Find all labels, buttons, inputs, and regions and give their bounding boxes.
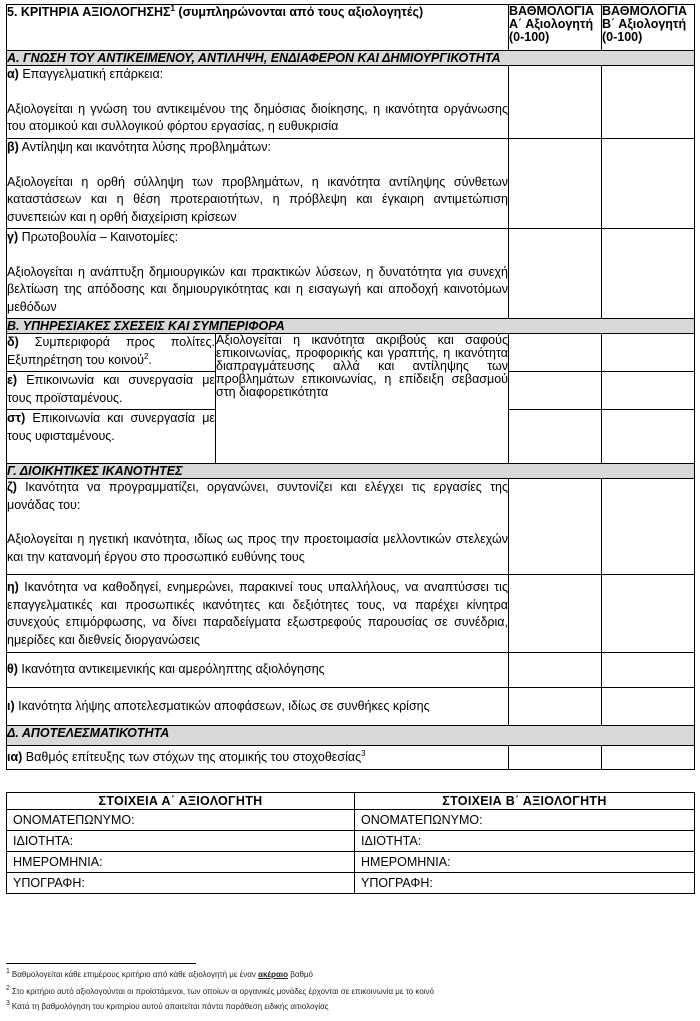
score-a-field-th[interactable] xyxy=(509,653,602,688)
score-b-header: ΒΑΘΜΟΛΟΓΙΑ Β΄ Αξιολογητή (0-100) xyxy=(602,5,695,51)
score-b-field-th[interactable] xyxy=(602,653,695,688)
criterion-g: γ) Πρωτοβουλία – Καινοτομίες: Αξιολογείται η ανάπτυξη δημιουργικών και πρακτικών λύσεων, η δυνατότητα για συνεχή βελτίωση της απόδοσης και δημιουργικότητας και η εισαγωγή και αποδοχή καινοτόμων μεθόδων xyxy=(7,229,509,319)
section-c-heading: Γ. ΔΙΟΙΚΗΤΙΚΕΣ ΙΚΑΝΟΤΗΤΕΣ xyxy=(7,464,695,479)
score-b-field-g[interactable] xyxy=(602,229,695,319)
score-a-field-b[interactable] xyxy=(509,139,602,229)
score-b-field-e[interactable] xyxy=(602,372,695,410)
evaluator-b-capacity-field[interactable]: ΙΔΙΟΤΗΤΑ: xyxy=(355,831,695,852)
criteria-header: 5. ΚΡΙΤΗΡΙΑ ΑΞΙΟΛΟΓΗΣΗΣ$^1$ (συμπληρώνονται από τους αξιολογητές) xyxy=(7,5,509,51)
evaluator-a-name-field[interactable]: ΟΝΟΜΑΤΕΠΩΝΥΜΟ: xyxy=(7,810,355,831)
score-a-field-a[interactable] xyxy=(509,66,602,139)
evaluator-b-date-field[interactable]: ΗΜΕΡΟΜΗΝΙΑ: xyxy=(355,852,695,873)
score-b-field-d[interactable] xyxy=(602,334,695,372)
criteria-title-suffix: (συμπληρώνονται από τους αξιολογητές) xyxy=(174,5,424,19)
score-a-field-h[interactable] xyxy=(509,575,602,653)
criterion-d: δ) Συμπεριφορά προς πολίτες. Εξυπηρέτηση του κοινού$^2$. xyxy=(7,334,216,372)
score-b-field-i[interactable] xyxy=(602,688,695,726)
criterion-z: ζ) Ικανότητα να προγραμματίζει, οργανώνει, συντονίζει και ελέγχει τις εργασίες της μονάδας του: Αξιολογείται η ηγετική ικανότητα, ιδίως ως προς την προετοιμασία μελλοντικών στελεχών και την κατανομή έργου στο προσωπικό ευθύνης τους xyxy=(7,479,509,575)
score-b-field-z[interactable] xyxy=(602,479,695,575)
footnote-divider xyxy=(6,963,196,964)
score-a-field-d[interactable] xyxy=(509,334,602,372)
evaluator-b-name-field[interactable]: ΟΝΟΜΑΤΕΠΩΝΥΜΟ: xyxy=(355,810,695,831)
score-a-field-g[interactable] xyxy=(509,229,602,319)
footnote-2: 2 Στο κριτήριο αυτό αξιολογούνται οι προϊστάμενοι, των οποίων οι οργανικές μονάδες έρχονται σε επικοινωνία με το κοινό xyxy=(6,985,435,996)
section-a-heading: Α. ΓΝΩΣΗ ΤΟΥ ΑΝΤΙΚΕΙΜΕΝΟΥ, ΑΝΤΙΛΗΨΗ, ΕΝΔΙΑΦΕΡΟΝ ΚΑΙ ΔΗΜΙΟΥΡΓΙΚΟΤΗΤΑ xyxy=(7,51,695,66)
criterion-h: η) Ικανότητα να καθοδηγεί, ενημερώνει, παρακινεί τους υπαλλήλους, να αναπτύσσει τις επαγγελματικές και προσωπικές ικανότητες και δεξιότητες τους, να παρέχει κίνητρα συνεχούς επιμόρφωσης, να δίνει παραδείγματα εξωστρεφούς παρουσίας σε συνέδρια, ημερίδες και διεθνείς διοργανώσεις xyxy=(7,575,509,653)
criterion-a: α) Επαγγελματική επάρκεια: Αξιολογείται η γνώση του αντικειμένου της δημόσιας διοίκησης, η ικανότητα οργάνωσης του ατομικού και συλλογικού φόρτου εργασίας, η ευθυκρισία xyxy=(7,66,509,139)
evaluator-a-capacity-field[interactable]: ΙΔΙΟΤΗΤΑ: xyxy=(7,831,355,852)
section-d-heading: Δ. ΑΠΟΤΕΛΕΣΜΑΤΙΚΟΤΗΤΑ xyxy=(7,726,695,746)
evaluator-a-date-field[interactable]: ΗΜΕΡΟΜΗΝΙΑ: xyxy=(7,852,355,873)
footnote-1: 1 Βαθμολογείται κάθε επιμέρους κριτήριο από κάθε αξιολογητή με έναν ακέραιο βαθμό xyxy=(6,968,313,979)
score-a-field-ia[interactable] xyxy=(509,746,602,770)
score-a-field-e[interactable] xyxy=(509,372,602,410)
score-a-field-st[interactable] xyxy=(509,410,602,464)
score-a-field-z[interactable] xyxy=(509,479,602,575)
criterion-th: θ) Ικανότητα αντικειμενικής και αμερόληπτης αξιολόγησης xyxy=(7,653,509,688)
score-b-field-b[interactable] xyxy=(602,139,695,229)
score-a-header: ΒΑΘΜΟΛΟΓΙΑ Α΄ Αξιολογητή (0-100) xyxy=(509,5,602,51)
criterion-b: β) Αντίληψη και ικανότητα λύσης προβλημάτων: Αξιολογείται η ορθή σύλληψη των προβλημάτων, η ικανότητα αντίληψης σύνθετων καταστάσεων και η θέση προτεραιοτήτων, η πρόβλεψη και έγκαιρη αντιμετώπιση συνεπειών και η ορθή διαχείριση κρίσεων xyxy=(7,139,509,229)
footnote-3: 3 Κατά τη βαθμολόγηση του κριτηρίου αυτού απαιτείται πάντα παράθεση ειδικής αιτιολογίας xyxy=(6,1000,329,1011)
signatures-table xyxy=(6,792,695,894)
shared-communication-description: Αξιολογείται η ικανότητα ακριβούς και σαφούς επικοινωνίας, προφορικής και γραπτής, η ικανότητα διαπραγμάτευσης αλλά και αντίληψης των προβλημάτων επικοινωνίας, η επίδειξη σεβασμού στη διαφορετικότητα xyxy=(216,334,509,464)
criterion-i: ι) Ικανότητα λήψης αποτελεσματικών αποφάσεων, ιδίως σε συνθήκες κρίσης xyxy=(7,688,509,726)
evaluator-a-heading: ΣΤΟΙΧΕΙΑ Α΄ ΑΞΙΟΛΟΓΗΤΗ xyxy=(7,793,355,810)
evaluator-b-heading: ΣΤΟΙΧΕΙΑ Β΄ ΑΞΙΟΛΟΓΗΤΗ xyxy=(355,793,695,810)
criterion-st: στ) Επικοινωνία και συνεργασία με τους υφισταμένους. xyxy=(7,410,216,464)
score-a-field-i[interactable] xyxy=(509,688,602,726)
criteria-title: 5. ΚΡΙΤΗΡΙΑ ΑΞΙΟΛΟΓΗΣΗΣ xyxy=(7,5,171,19)
score-b-field-ia[interactable] xyxy=(602,746,695,770)
criteria-table xyxy=(6,4,695,770)
evaluator-a-signature-field[interactable]: ΥΠΟΓΡΑΦΗ: xyxy=(7,873,355,894)
score-b-field-h[interactable] xyxy=(602,575,695,653)
evaluator-b-signature-field[interactable]: ΥΠΟΓΡΑΦΗ: xyxy=(355,873,695,894)
score-b-field-a[interactable] xyxy=(602,66,695,139)
criterion-ia: ια) Βαθμός επίτευξης των στόχων της ατομικής του στοχοθεσίας$^3$ xyxy=(7,746,509,770)
section-b-heading: Β. ΥΠΗΡΕΣΙΑΚΕΣ ΣΧΕΣΕΙΣ ΚΑΙ ΣΥΜΠΕΡΙΦΟΡΑ xyxy=(7,319,695,334)
criterion-e: ε) Επικοινωνία και συνεργασία με τους προϊσταμένους. xyxy=(7,372,216,410)
score-b-field-st[interactable] xyxy=(602,410,695,464)
